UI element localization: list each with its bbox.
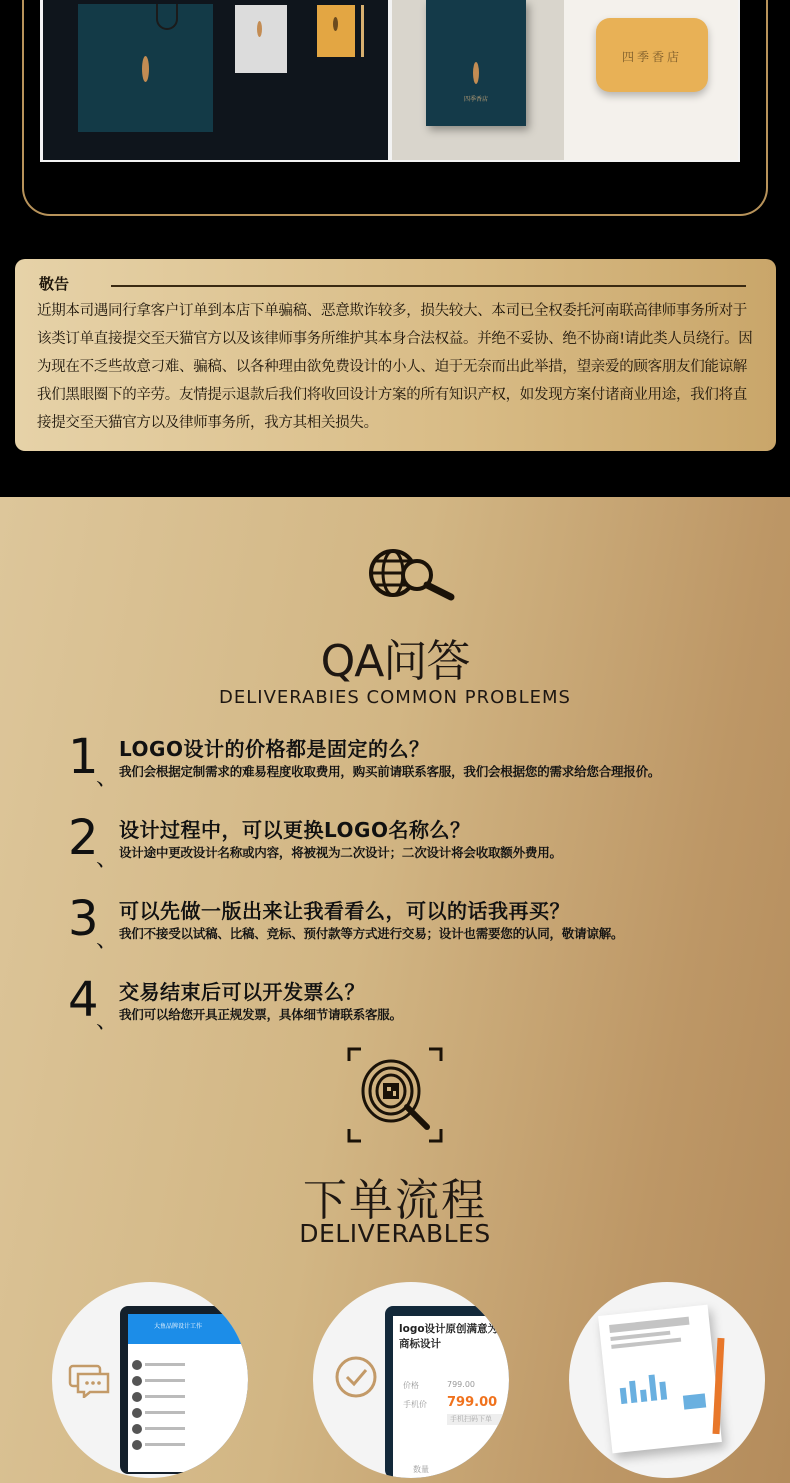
promo-label: 手机价	[403, 1400, 427, 1409]
step-order	[313, 1282, 509, 1478]
order-subtitle: DELIVERABLES	[299, 1219, 491, 1248]
pencil-icon	[712, 1338, 724, 1434]
faq-answer: 我们不接受以试稿、比稿、竞标、预付款等方式进行交易；设计也需要您的认同，敬请谅解。	[119, 926, 624, 941]
order-title: 下单流程	[303, 1175, 487, 1226]
faq-item: 2 、 设计过程中，可以更换LOGO名称么？ 设计途中更改设计名称或内容，将被视为二次设计；二次设计将会收取额外费用。	[68, 810, 562, 872]
check-circle-icon	[333, 1354, 379, 1400]
faq-question: 设计过程中，可以更换LOGO名称么？	[119, 818, 471, 842]
faq-answer: 我们会根据定制需求的难易程度收取费用，购买前请联系客服，我们会根据您的需求给您合理报价。	[119, 764, 661, 779]
quantity-label: 数量	[413, 1465, 429, 1474]
document-icon	[598, 1305, 722, 1454]
faq-number: 1	[68, 729, 99, 785]
faq-number: 2	[68, 810, 99, 866]
faq-number: 4	[68, 972, 99, 1028]
qa-title: QA问答	[320, 636, 470, 687]
faq-number: 3	[68, 891, 99, 947]
promo-price: 799.00	[447, 1395, 498, 1410]
scan-order-button[interactable]: 手机扫码下单	[447, 1414, 507, 1425]
step-consult	[52, 1282, 248, 1478]
pen-image	[361, 5, 364, 57]
brand-showcase	[40, 0, 740, 162]
globe-search-icon	[367, 545, 459, 605]
faq-answer: 我们可以给您开具正规发票，具体细节请联系客服。	[119, 1007, 402, 1022]
faq-item: 3 、 可以先做一版出来让我看看么，可以的话我再买？ 我们不接受以试稿、比稿、竞标、预付款等方式进行交易；设计也需要您的认同，敬请谅解。	[68, 891, 624, 953]
chat-bubble-icon	[68, 1364, 112, 1398]
notice-divider	[111, 285, 746, 287]
faq-question: 交易结束后可以开发票么？	[119, 980, 365, 1004]
price-label: 价格	[403, 1381, 419, 1390]
shopping-bag-image	[78, 4, 213, 132]
product-title: logo设计原创满意为止商标设计	[399, 1323, 509, 1350]
card-yellow-image	[317, 5, 355, 57]
stationery-mockup	[43, 0, 388, 160]
faq-answer: 设计途中更改设计名称或内容，将被视为二次设计；二次设计将会收取额外费用。	[119, 845, 562, 860]
faq-question: LOGO设计的价格都是固定的么？	[119, 737, 430, 761]
top-section	[0, 0, 790, 497]
packaging-mockup	[392, 0, 738, 160]
qa-subtitle: DELIVERABIES COMMON PROBLEMS	[219, 687, 571, 708]
chat-header: 大鱼品牌设计工作	[154, 1323, 203, 1330]
faq-item: 4 、 交易结束后可以开发票么？ 我们可以给您开具正规发票，具体细节请联系客服。	[68, 972, 402, 1034]
notice-title: 敬告	[39, 275, 70, 293]
step-delivery	[569, 1282, 765, 1478]
faq-question: 可以先做一版出来让我看看么，可以的话我再买？	[119, 899, 570, 923]
book-brand: 四季香店	[463, 96, 488, 103]
soap-brand: 四季香店	[621, 50, 682, 64]
card-white-image	[235, 5, 287, 73]
faq-section	[0, 497, 790, 1483]
soap-image	[596, 18, 708, 92]
fingerprint-search-icon	[347, 1047, 443, 1143]
notice-box	[15, 259, 776, 451]
notice-body: 近期本司遇同行拿客户订单到本店下单骗稿、恶意欺诈较多，损失较大、本司已全权委托河南联高律师事务所对于该类订单直接提交至天猫官方以及该律师事务所维护其本身合法权益。并绝不妥协、绝不协商!请此类人员绕行。因为现在不乏些故意刁难、骗稿、以各种理由欲免费设计的小人、迫于无奈而出此举措，望亲爱的顾客朋友们能谅解我们黑眼圈下的辛劳。友情提示退款后我们将收回设计方案的所有知识产权，如发现方案付诸商业用途，我们将直接提交至天猫官方以及律师事务所，我方其相关损失。	[37, 303, 753, 431]
price-value: 799.00	[447, 1380, 475, 1389]
notebook-image	[426, 0, 526, 126]
faq-item: 1 、 LOGO设计的价格都是固定的么？ 我们会根据定制需求的难易程度收取费用，购买前请联系客服，我们会根据您的需求给您合理报价。	[68, 729, 661, 791]
